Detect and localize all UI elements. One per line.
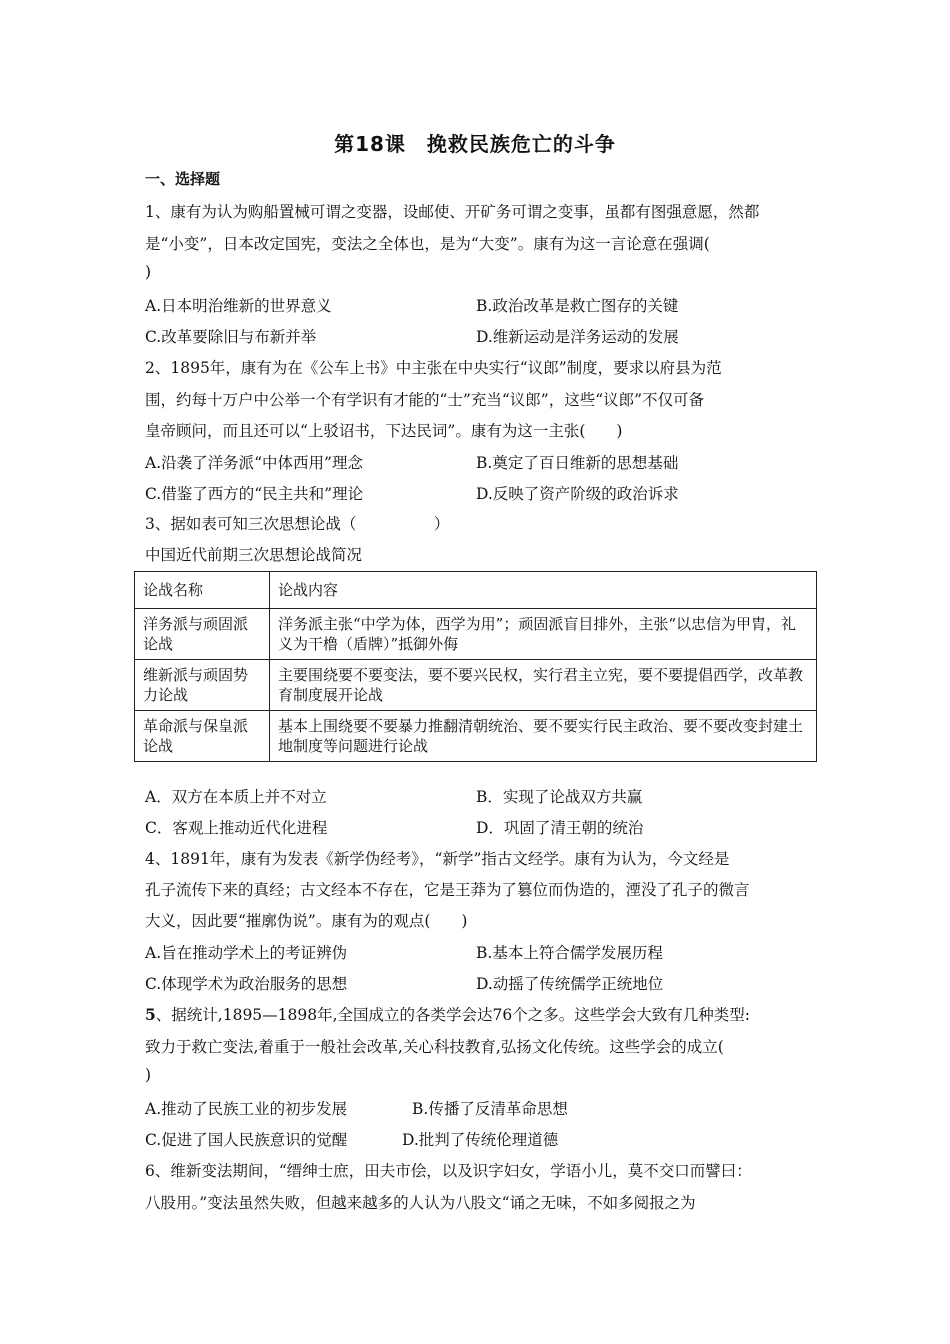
- q5-option-a: A.推动了民族工业的初步发展: [145, 1100, 348, 1118]
- q1-option-d: D.维新运动是洋务运动的发展: [476, 328, 679, 346]
- section-heading: 一、选择题: [145, 170, 221, 188]
- q3-option-a: A．双方在本质上并不对立: [145, 788, 327, 806]
- q5-line-2: 致力于救亡变法,着重于一般社会改革,关心科技教育,弘扬文化传统。这些学会的成立(: [145, 1038, 724, 1056]
- table-caption: 中国近代前期三次思想论战简况: [145, 546, 363, 564]
- q4-line-2: 孔子流传下来的真经；古文经本不存在，它是王莽为了篡位而伪造的，湮没了孔子的微言: [145, 881, 750, 899]
- q1-option-b: B.政治改革是救亡图存的关键: [476, 297, 679, 315]
- q4-line-1: 4、1891年，康有为发表《新学伪经考》，“新学”指古文经学。康有为认为，今文经是: [145, 850, 730, 868]
- q4-option-a: A.旨在推动学术上的考证辨伪: [145, 944, 348, 962]
- table-cell-name: 革命派与保皇派论战: [135, 711, 270, 762]
- q1-line-3: ): [145, 263, 152, 281]
- q1-line-2: 是“小变”，日本改定国宪，变法之全体也，是为“大变”。康有为这一言论意在强调(: [145, 235, 710, 253]
- q5-line-3: ): [145, 1066, 152, 1084]
- q4-line-3: 大义，因此要“摧廓伪说”。康有为的观点( ): [145, 912, 468, 930]
- table-cell-content: 基本上围绕要不要暴力推翻清朝统治、要不要实行民主政治、要不要改变封建土地制度等问题进行论战: [270, 711, 817, 762]
- table-row: [135, 711, 817, 762]
- table-cell-name: 洋务派与顽固派论战: [135, 609, 270, 660]
- q4-option-d: D.动摇了传统儒学正统地位: [476, 975, 664, 993]
- table-row: [135, 660, 817, 711]
- q2-line-2: 围，约每十万户中公举一个有学识有才能的“士”充当“议郎”，这些“议郎”不仅可备: [145, 391, 705, 409]
- q4-option-c: C.体现学术为政治服务的思想: [145, 975, 348, 993]
- q1-option-c: C.改革要除旧与布新并举: [145, 328, 317, 346]
- table-cell-content: 洋务派主张“中学为体，西学为用”；顽固派盲目排外，主张“以忠信为甲胄，礼义为干橹（盾牌）”抵御外侮: [270, 609, 817, 660]
- q2-option-c: C.借鉴了西方的“民主共和”理论: [145, 485, 364, 503]
- table-cell-name: 维新派与顽固势力论战: [135, 660, 270, 711]
- table-row: [135, 609, 817, 660]
- q1-option-a: A.日本明治维新的世界意义: [145, 297, 332, 315]
- q5-number: 5: [145, 1005, 156, 1024]
- q3-line: 3、据如表可知三次思想论战（ ）: [145, 515, 450, 533]
- q3-option-d: D．巩固了清王朝的统治: [476, 819, 644, 837]
- table-header-row: [135, 572, 817, 609]
- q2-line-1: 2、1895年，康有为在《公车上书》中主张在中央实行“议郎”制度，要求以府县为范: [145, 359, 722, 377]
- q2-option-a: A.沿袭了洋务派“中体西用”理念: [145, 454, 363, 472]
- q2-option-d: D.反映了资产阶级的政治诉求: [476, 485, 679, 503]
- q4-option-b: B.基本上符合儒学发展历程: [476, 944, 663, 962]
- q3-option-c: C．客观上推动近代化进程: [145, 819, 328, 837]
- q6-line-1: 6、维新变法期间，“缙绅士庶，田夫市侩，以及识字妇女，学语小儿，莫不交口而譬曰：: [145, 1162, 752, 1180]
- q2-line-3: 皇帝顾问，而且还可以“上驳诏书，下达民词”。康有为这一主张( ): [145, 422, 623, 440]
- table-header-cell: 论战内容: [270, 572, 817, 609]
- q2-option-b: B.奠定了百日维新的思想基础: [476, 454, 679, 472]
- table-cell-content: 主要围绕要不要变法，要不要兴民权，实行君主立宪，要不要提倡西学，改革教育制度展开论战: [270, 660, 817, 711]
- q5-option-b: B.传播了反清革命思想: [412, 1100, 568, 1118]
- q3-option-b: B．实现了论战双方共赢: [476, 788, 643, 806]
- q1-line-1: 1、康有为认为购船置械可谓之变器，设邮使、开矿务可谓之变事，虽都有图强意愿，然都: [145, 203, 760, 221]
- q6-line-2: 八股用。”变法虽然失败，但越来越多的人认为八股文“诵之无味，不如多阅报之为: [145, 1194, 696, 1212]
- debate-table: [134, 571, 817, 762]
- table-header-cell: 论战名称: [135, 572, 270, 609]
- q5-line-1: [145, 1003, 750, 1025]
- q5-line-1-text: 、据统计,1895—1898年,全国成立的各类学会达76个之多。这些学会大致有几种类型:: [155, 1006, 750, 1024]
- page-title: 第18课 挽救民族危亡的斗争: [334, 132, 616, 156]
- q5-option-d: D.批判了传统伦理道德: [402, 1131, 559, 1149]
- q5-option-c: C.促进了国人民族意识的觉醒: [145, 1131, 348, 1149]
